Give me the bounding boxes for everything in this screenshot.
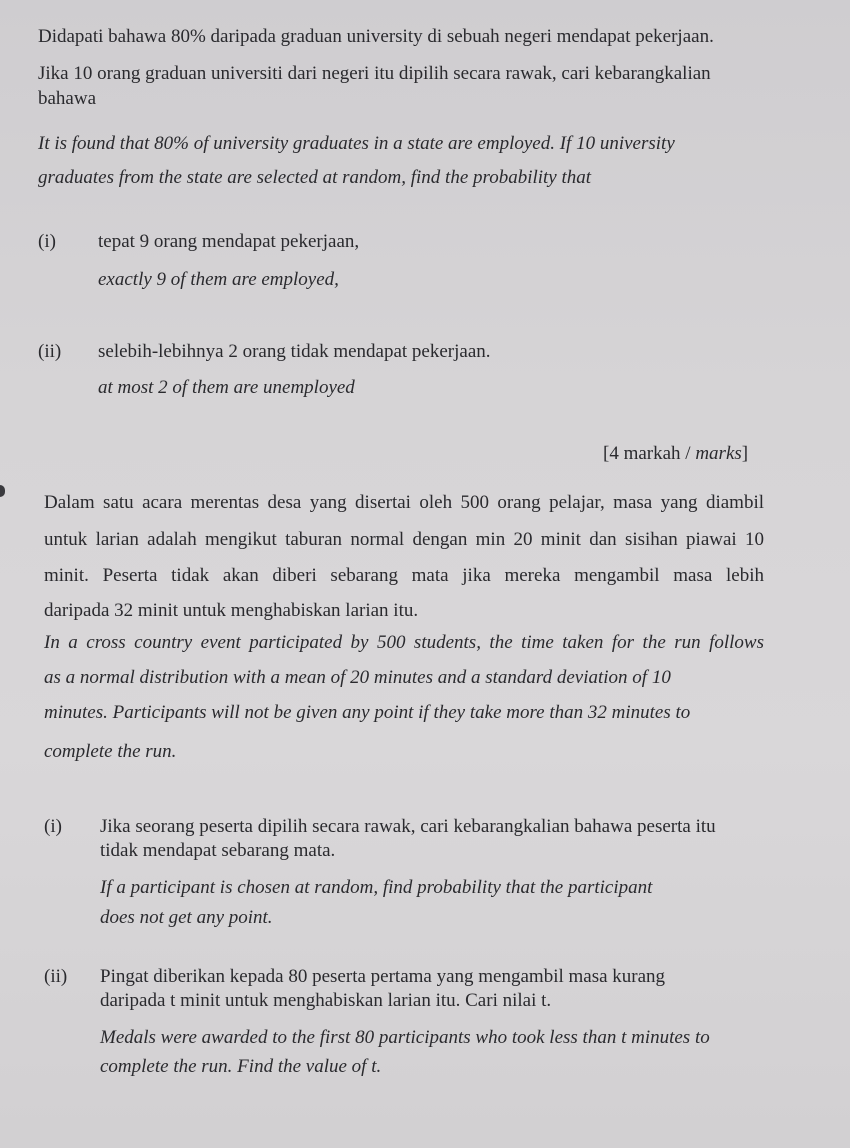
q2-part-ii-english-line-1: Medals were awarded to the first 80 participants who took less than t minutes to: [100, 1027, 710, 1048]
q2-part-i-malay-line-2: tidak mendapat sebarang mata.: [100, 840, 336, 861]
question-bullet-mark: [0, 485, 5, 497]
q1-malay-line-3: bahawa: [38, 88, 97, 109]
q1-part-i-malay: tepat 9 orang mendapat pekerjaan,: [98, 231, 360, 252]
q1-english-line-2: graduates from the state are selected at random, find the probability that: [38, 167, 592, 188]
q2-part-i-english-line-1: If a participant is chosen at random, find probability that the participant: [100, 877, 653, 898]
q2-part-i-malay-line-1: Jika seorang peserta dipilih secara rawak, cari kebarangkalian bahawa peserta itu: [100, 816, 716, 837]
q1-part-i-english: exactly 9 of them are employed,: [98, 269, 339, 290]
q2-malay-line-1: Dalam satu acara merentas desa yang disertai oleh 500 orang pelajar, masa yang diambil: [44, 492, 764, 513]
q1-part-ii-malay: selebih-lebihnya 2 orang tidak mendapat pekerjaan.: [98, 341, 491, 362]
q2-english-line-1: In a cross country event participated by 500 students, the time taken for the run follows: [44, 632, 764, 653]
q1-malay-line-2: Jika 10 orang graduan universiti dari negeri itu dipilih secara rawak, cari kebarangkalian: [38, 63, 711, 84]
q2-part-ii-english-line-2: complete the run. Find the value of t.: [100, 1056, 382, 1077]
marks-english: marks: [695, 443, 742, 464]
q2-english-line-3: minutes. Participants will not be given any point if they take more than 32 minutes to: [44, 702, 691, 723]
q1-malay-line-1: Didapati bahawa 80% daripada graduan university di sebuah negeri mendapat pekerjaan.: [38, 26, 714, 47]
q2-part-ii-malay-line-2: daripada t minit untuk menghabiskan larian itu. Cari nilai t.: [100, 990, 552, 1011]
q1-part-i-number: (i): [38, 231, 56, 252]
q2-part-ii-malay-line-1: Pingat diberikan kepada 80 peserta pertama yang mengambil masa kurang: [100, 966, 666, 987]
marks-close: ]: [741, 443, 749, 464]
marks-malay: [4 markah /: [603, 443, 696, 464]
q2-malay-line-4: daripada 32 minit untuk menghabiskan larian itu.: [44, 600, 419, 621]
q2-part-ii-number: (ii): [44, 966, 68, 987]
q1-part-ii-number: (ii): [38, 341, 62, 362]
q2-english-line-4: complete the run.: [44, 741, 177, 762]
q2-english-line-2: as a normal distribution with a mean of 20 minutes and a standard deviation of 10: [44, 667, 671, 688]
q2-part-i-number: (i): [44, 816, 62, 837]
q1-marks-label: [603, 443, 748, 465]
q2-malay-line-3: minit. Peserta tidak akan diberi sebarang mata jika mereka mengambil masa lebih: [44, 565, 764, 586]
q1-part-ii-english: at most 2 of them are unemployed: [98, 377, 355, 398]
q1-english-line-1: It is found that 80% of university graduates in a state are employed. If 10 university: [38, 133, 675, 154]
q2-malay-line-2: untuk larian adalah mengikut taburan normal dengan min 20 minit dan sisihan piawai 10: [44, 529, 764, 550]
q2-part-i-english-line-2: does not get any point.: [100, 907, 273, 928]
